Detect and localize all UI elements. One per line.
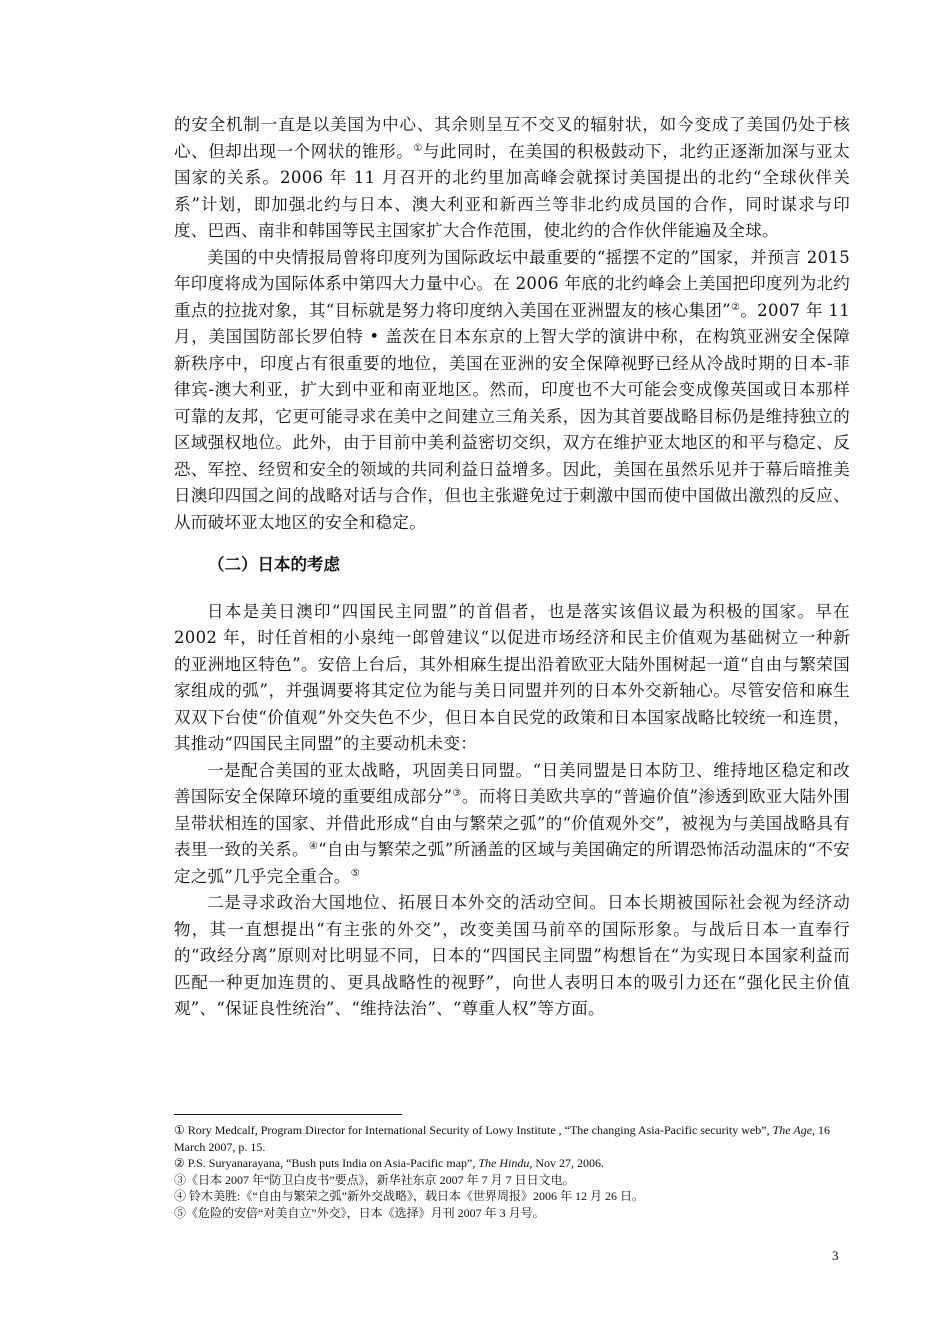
- footnote-1: [174, 1122, 850, 1155]
- footnote-divider: [174, 1114, 402, 1115]
- footnote-1-source: The Age: [772, 1123, 813, 1137]
- footnote-ref-3[interactable]: ③: [452, 788, 462, 799]
- paragraph-2: [174, 245, 850, 537]
- paragraph-4-text-c: “自由与繁荣之弧”所涵盖的区域与美国确定的所谓恐怖活动温床的“不安定之弧”几乎完全重合。: [174, 840, 850, 886]
- paragraph-5: 二是寻求政治大国地位、拓展日本外交的活动空间。日本长期被国际社会视为经济动物，其一直想提出“有主张的外交”，改变美国马前卒的国际形象。与战后日本一直奉行的“政经分离”原则对比明显不同，日本的“四国民主同盟”构想旨在“为实现日本国家利益而匹配一种更加连贯的、更具战略性的视野”，向世人表明日本的吸引力还在“强化民主价值观”、“保证良性统治”、“维持法治”、“尊重人权”等方面。: [174, 893, 850, 1018]
- footnote-4: ④ 铃木美胜:《“自由与繁荣之弧”新外交战略》，载日本《世界周报》2006 年 12 月 26 日。: [174, 1189, 644, 1203]
- paragraph-1: [174, 112, 850, 245]
- footnote-ref-5[interactable]: ⑤: [350, 867, 361, 879]
- paragraph-4-text-b: 。而将日美欧共享的“普遍价值”渗透到欧亚大陆外围呈带状相连的国家、并借此形成“自由与繁荣之弧”的“价值观外交”，被视为与美国战略具有表里一致的关系。: [174, 787, 850, 859]
- paragraph-4-text-a: 一是配合美国的亚太战略，巩固美日同盟。“日美同盟是日本防卫、维持地区稳定和改善国际安全保障环境的重要组成部分”: [174, 760, 850, 806]
- footnote-1-text-b: , 16 March 2007, p. 15.: [174, 1123, 831, 1154]
- paragraph-4: [174, 758, 850, 891]
- footnotes-section: [174, 1122, 850, 1221]
- footnote-ref-2[interactable]: ②: [730, 301, 741, 313]
- footnote-2-text-b: , Nov 27, 2006.: [529, 1156, 605, 1170]
- paragraph-1-text-a: 的安全机制一直是以美国为中心、其余则呈互不交叉的辐射状，如今变成了美国仍处于核心、但却出现一个网状的锥形。: [174, 115, 850, 161]
- footnote-2: [174, 1155, 850, 1172]
- paragraph-3: 日本是美日澳印“四国民主同盟”的首倡者，也是落实该倡议最为积极的国家。早在 2002 年，时任首相的小泉纯一郎曾建议“以促进市场经济和民主价值观为基础树立一种新的亚洲地区特色”。安倍上台后，其外相麻生提出沿着欧亚大陆外围树起一道“自由与繁荣国家组成的弧”，并强调要将其定位为能与美日同盟并列的日本外交新轴心。尽管安倍和麻生双双下台使“价值观”外交失色不少，但日本自民党的政策和日本国家战略比较统一和连贯，其推动“四国民主同盟”的主要动机未变：: [174, 601, 850, 753]
- footnote-2-text-a: ② P.S. Suryanarayana, “Bush puts India on Asia-Pacific map”,: [174, 1156, 479, 1170]
- document-body: [174, 112, 850, 1023]
- footnote-2-source: The Hindu: [478, 1156, 530, 1170]
- paragraph-1-text-b: 与此同时，在美国的积极鼓动下，北约正逐渐加深与亚太国家的关系。2006 年 11 月召开的北约里加高峰会就探讨美国提出的北约“全球伙伴关系”计划，即加强北约与日本、澳大利亚和新西兰等非北约成员国的合作，同时谋求与印度、巴西、南非和韩国等民主国家扩大合作范围，使北约的合作伙伴能遍及全球。: [174, 141, 851, 240]
- paragraph-2-text-b: 。2007 年 11 月，美国国防部长罗伯特 • 盖茨在日本东京的上智大学的演讲中称，在构筑亚洲安全保障新秩序中，印度占有很重要的地位，美国在亚洲的安全保障视野已经从冷战时期的日本-菲律宾-澳大利亚，扩大到中亚和南亚地区。然而，印度也不大可能会变成像英国或日本那样可靠的友邦，它更可能寻求在美中之间建立三角关系，因为其首要战略目标仍是维持独立的区域强权地位。此外，由于目前中美利益密切交织，双方在维护亚太地区的和平与稳定、反恐、军控、经贸和安全的领域的共同利益日益增多。因此，美国在虽然乐见并于幕后暗推美日澳印四国之间的战略对话与合作，但也主张避免过于刺激中国而使中国做出激烈的反应、从而破坏亚太地区的安全和稳定。: [174, 300, 851, 532]
- section-heading: （二）日本的考虑: [208, 555, 340, 574]
- footnote-5: ⑤《危险的安倍“对美自立”外交》，日本《选择》月刊 2007 年 3 月号。: [174, 1205, 545, 1220]
- footnote-ref-1[interactable]: ①: [413, 142, 423, 154]
- paragraph-2-text-a: 美国的中央情报局曾将印度列为国际政坛中最重要的“摇摆不定的”国家，并预言 2015 年印度将成为国际体系中第四大力量中心。在 2006 年底的北约峰会上美国把印度列为北约重点的拉拢对象，其“目标就是努力将印度纳入美国在亚洲盟友的核心集团”: [174, 247, 850, 320]
- footnote-ref-4[interactable]: ④: [308, 841, 319, 852]
- page-number: 3: [832, 1248, 839, 1263]
- footnote-3: ③《日本 2007 年“防卫白皮书”要点》，新华社东京 2007 年 7 月 7 日日文电。: [174, 1172, 575, 1187]
- footnote-1-text-a: ① Rory Medcalf, Program Director for International Security of Lowy Institute , “The changing Asia-Pacific security web”,: [174, 1123, 773, 1137]
